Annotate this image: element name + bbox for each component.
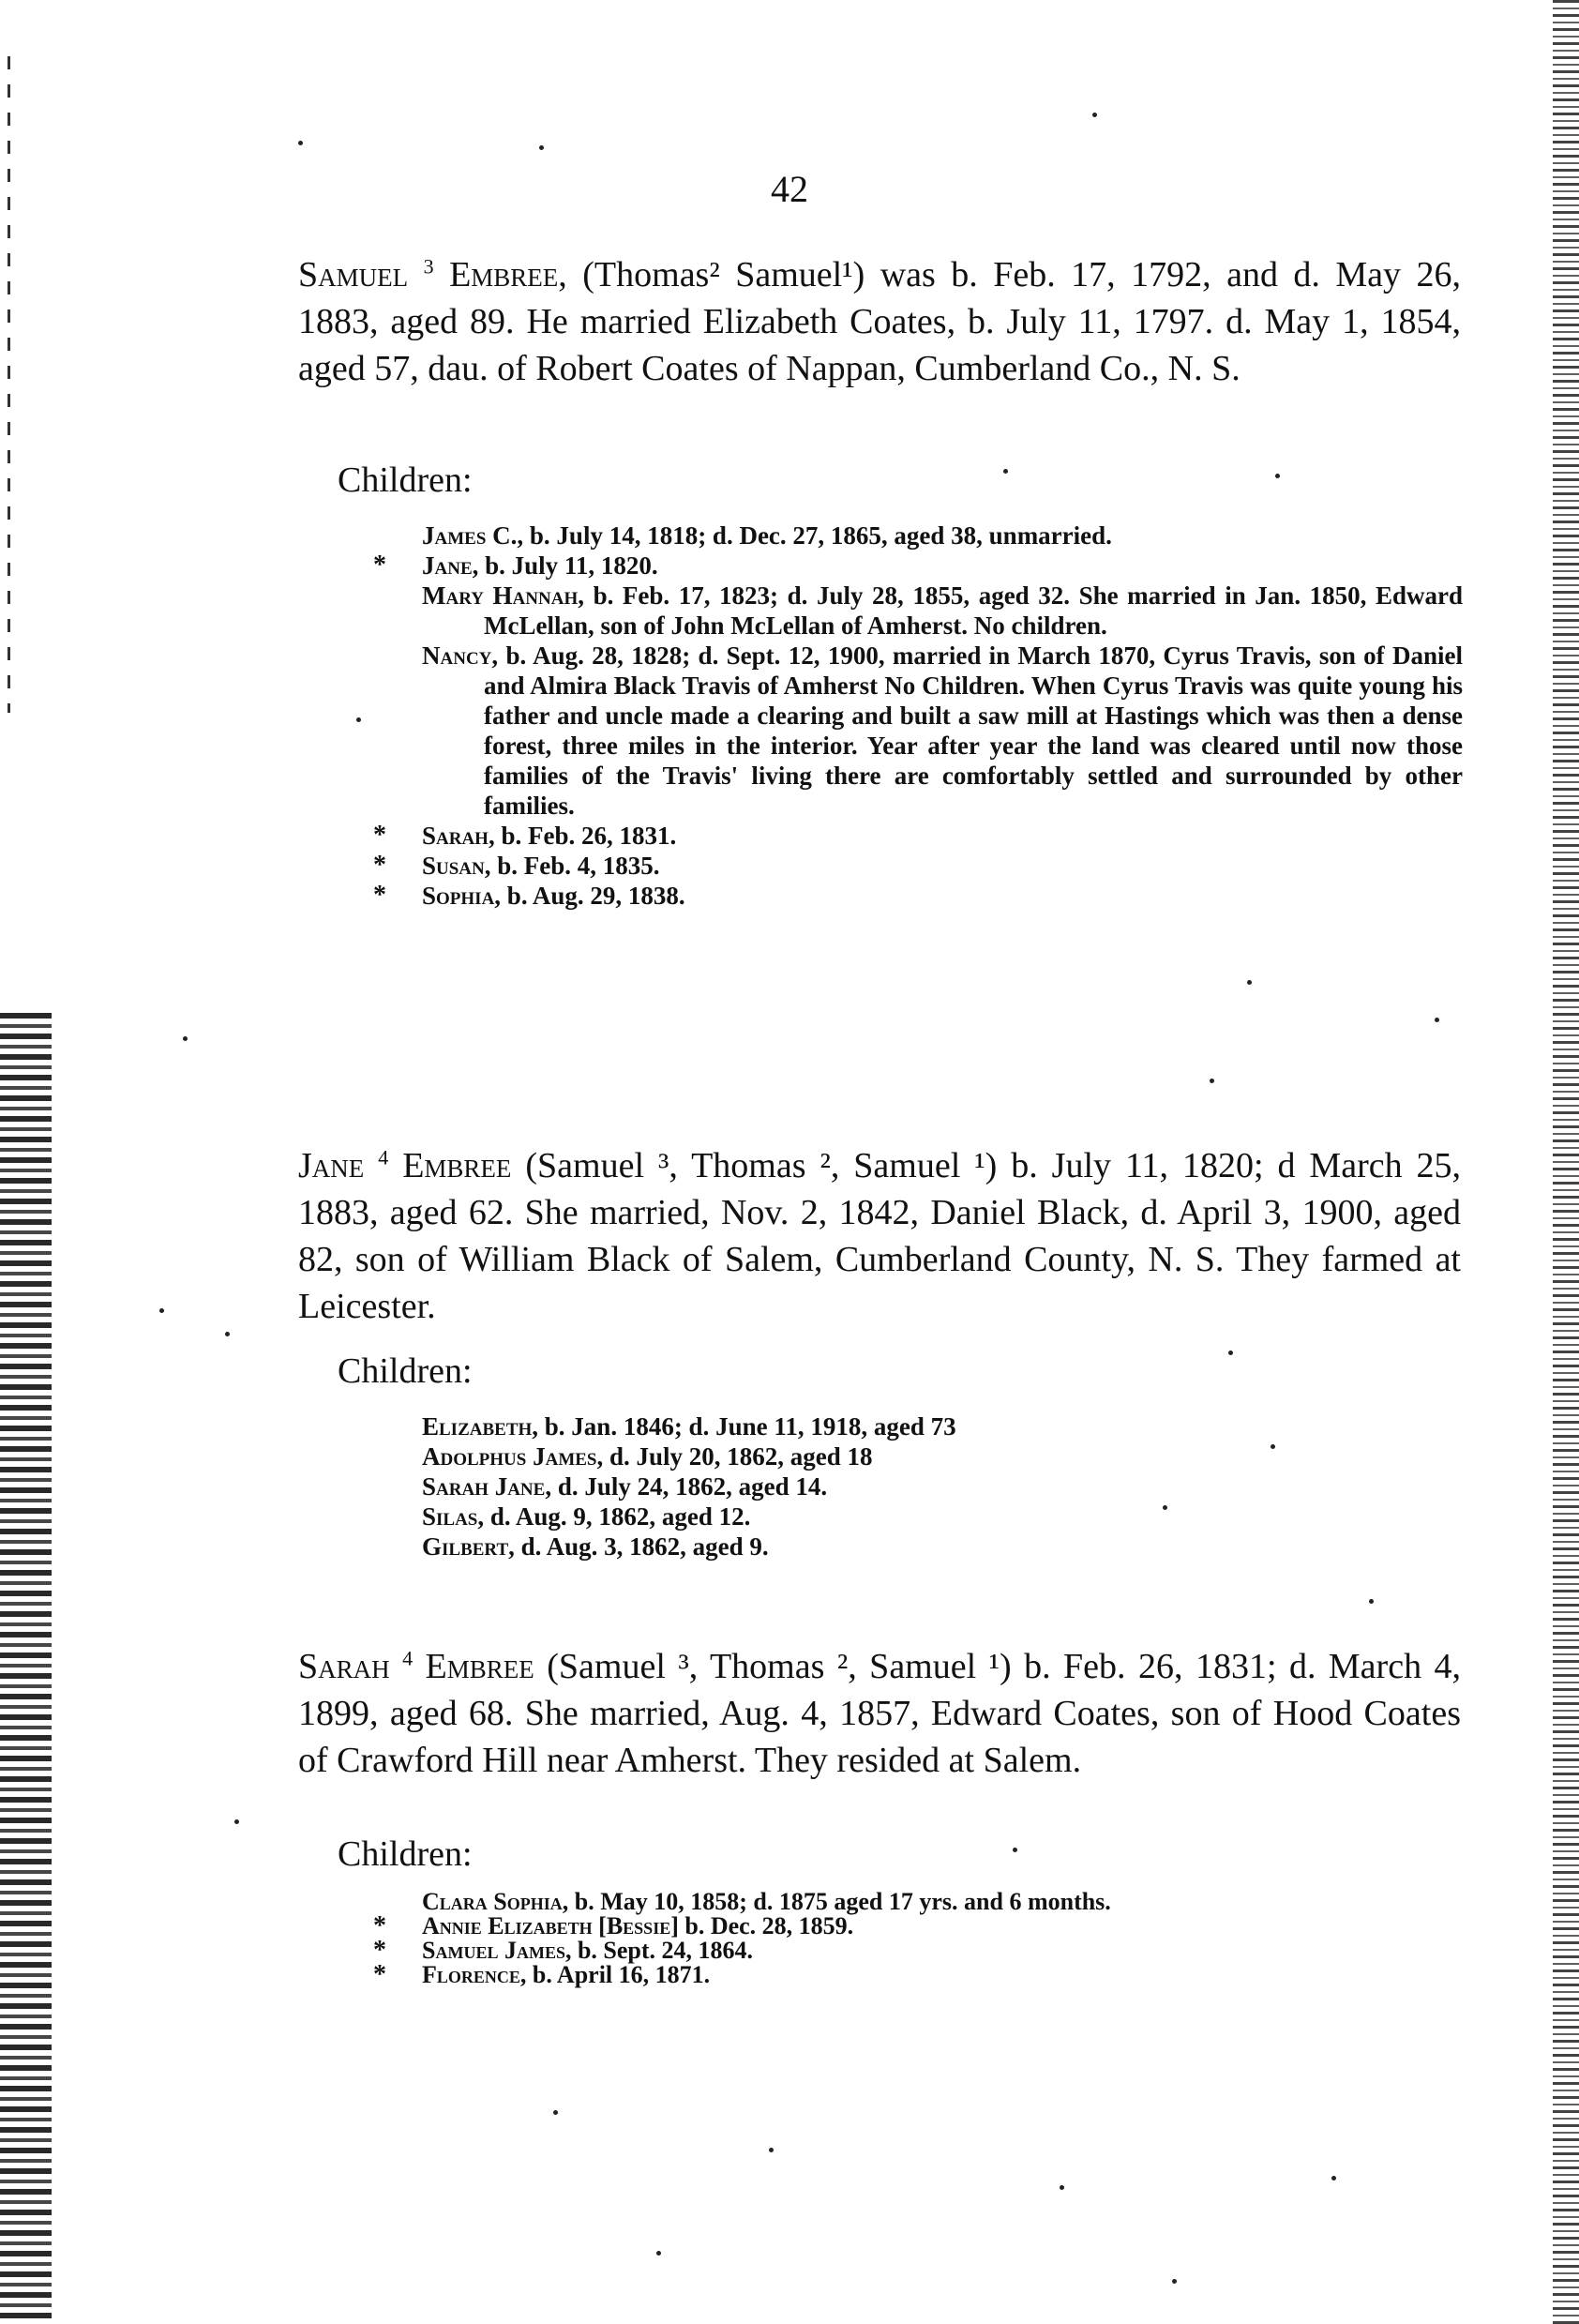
scan-speck	[656, 2251, 661, 2256]
scan-edge-left	[0, 1013, 52, 2324]
star-marker: *	[373, 881, 386, 910]
scan-edge-right	[1541, 0, 1579, 2324]
scan-speck	[1369, 1599, 1374, 1604]
child-details: b. Dec. 28, 1859.	[684, 1912, 854, 1939]
child-entry	[373, 881, 1463, 911]
star-marker: *	[373, 1936, 386, 1965]
children-heading: Children:	[338, 460, 473, 500]
star-marker: *	[373, 1960, 386, 1989]
child-entry	[422, 1532, 1463, 1562]
child-entry	[373, 1911, 1463, 1940]
scan-speck	[356, 717, 361, 722]
scan-speck	[1003, 469, 1008, 474]
child-details: b. Feb. 26, 1831.	[501, 822, 677, 850]
child-entry	[373, 1936, 1463, 1965]
child-entry	[373, 551, 1463, 581]
child-details: d. July 20, 1862, aged 18	[609, 1442, 873, 1471]
entry-text: (Samuel ³, Thomas ², Samuel ¹) b. Feb. 26, 1831; d. March 4, 1899, aged 68. She married, Aug. 4, 1857, Edward Coates, son of Hood Coates of Crawford Hill near Amherst. They resided at Salem.	[298, 1647, 1462, 1780]
child-entry	[373, 821, 1463, 851]
child-details: d. Aug. 3, 1862, aged 9.	[520, 1532, 769, 1561]
scan-speck	[1247, 980, 1252, 985]
entry-text: (Thomas² Samuel¹) was b. Feb. 17, 1792, and d. May 26, 1883, aged 89. He married Elizabeth Coates, b. July 11, 1797. d. May 1, 1854, aged 57, dau. of Robert Coates of Nappan, Cumberland Co., N. S.	[298, 255, 1462, 388]
scan-edge-left-top	[8, 56, 10, 713]
child-entry	[422, 1890, 1463, 1914]
child-entry	[422, 641, 1463, 821]
scan-speck	[183, 1036, 188, 1041]
child-entry	[422, 1502, 1463, 1532]
child-details: b. Feb. 4, 1835.	[497, 852, 660, 880]
scan-speck	[1435, 1018, 1439, 1022]
child-name: Adolphus James,	[422, 1442, 604, 1471]
child-name: Sarah,	[422, 822, 495, 850]
scan-speck	[1210, 1079, 1214, 1083]
scan-speck	[1331, 2176, 1336, 2181]
entry-text: (Samuel ³, Thomas ², Samuel ¹) b. July 11, 1820; d March 25, 1883, aged 62. She married, Nov. 2, 1842, Daniel Black, d. April 3, 1900, aged 82, son of William Black of Salem, Cumberland County, N. S. They farmed at Leicester.	[298, 1146, 1462, 1326]
scan-speck	[1228, 1351, 1233, 1355]
entry-name: Jane	[298, 1146, 365, 1185]
entry-surname: Embree	[425, 1647, 534, 1686]
scan-speck	[1060, 2185, 1064, 2190]
child-entry	[422, 1471, 1463, 1502]
child-details: b. July 11, 1820.	[485, 551, 658, 580]
entry-surname: Embree,	[449, 255, 567, 294]
generation-number: 4	[378, 1145, 389, 1170]
child-details: b. July 14, 1818; d. Dec. 27, 1865, aged 38, unmarried.	[529, 521, 1112, 550]
child-name: James C.,	[422, 521, 524, 550]
child-name: Annie Elizabeth [Bessie]	[422, 1912, 679, 1939]
entry-surname: Embree	[402, 1146, 512, 1185]
generation-number: 4	[402, 1646, 414, 1670]
child-details: b. Aug. 28, 1828; d. Sept. 12, 1900, married in March 1870, Cyrus Travis, son of Daniel and Almira Black Travis of Amherst No Children. When Cyrus Travis was quite young his father and uncle made a clearing and built a saw mill at Hastings which was then a dense forest, three miles in the interior. Year after year the land was cleared until now those families of the Travis' living there are comfortably settled and surrounded by other families.	[484, 641, 1463, 820]
scan-speck	[225, 1332, 230, 1336]
child-entry	[373, 851, 1463, 881]
child-entry	[422, 521, 1463, 551]
scan-speck	[1092, 113, 1097, 117]
child-entry	[422, 581, 1463, 641]
generation-number: 3	[423, 254, 434, 279]
star-marker: *	[373, 1911, 386, 1940]
child-entry	[373, 1960, 1463, 1989]
child-details: b. Aug. 29, 1838.	[506, 882, 685, 910]
scan-speck	[159, 1308, 164, 1313]
scan-speck	[1275, 474, 1280, 478]
child-details: b. Sept. 24, 1864.	[577, 1937, 754, 1964]
entry-name: Sarah	[298, 1647, 390, 1686]
scan-speck	[553, 2110, 558, 2115]
scan-speck	[539, 145, 544, 150]
child-name: Gilbert,	[422, 1532, 515, 1561]
star-marker: *	[373, 821, 386, 850]
entry-name: Samuel	[298, 255, 409, 294]
child-name: Elizabeth,	[422, 1412, 539, 1441]
child-details: d. July 24, 1862, aged 14.	[557, 1472, 828, 1501]
child-entry	[422, 1441, 1463, 1471]
star-marker: *	[373, 551, 386, 580]
scan-speck	[1172, 2279, 1177, 2284]
child-name: Sarah Jane,	[422, 1472, 552, 1501]
child-name: Mary Hannah,	[422, 581, 584, 610]
child-details: b. Jan. 1846; d. June 11, 1918, aged 73	[544, 1412, 956, 1441]
children-heading: Children:	[338, 1351, 473, 1391]
child-name: Samuel James,	[422, 1937, 572, 1964]
children-list	[422, 1411, 1463, 1562]
children-list	[373, 521, 1463, 911]
child-details: d. Aug. 9, 1862, aged 12.	[489, 1502, 751, 1531]
child-name: Susan,	[422, 852, 491, 880]
child-name: Florence,	[422, 1961, 527, 1988]
child-entry	[422, 1411, 1463, 1441]
entry-sarah-embree	[298, 1643, 1461, 1784]
page-number: 42	[771, 168, 808, 210]
child-name: Sophia,	[422, 882, 502, 910]
child-details: b. Feb. 17, 1823; d. July 28, 1855, aged 32. She married in Jan. 1850, Edward McLellan, son of John McLellan of Amherst. No children.	[484, 581, 1463, 640]
child-name: Silas,	[422, 1502, 485, 1531]
scan-speck	[769, 2148, 774, 2152]
child-name: Clara Sophia,	[422, 1888, 569, 1915]
scan-speck	[1013, 1848, 1017, 1852]
child-name: Nancy,	[422, 641, 499, 670]
entry-jane-embree	[298, 1142, 1461, 1330]
scan-speck	[298, 141, 303, 145]
child-details: b. April 16, 1871.	[532, 1961, 711, 1988]
children-heading: Children:	[338, 1834, 473, 1874]
child-details: b. May 10, 1858; d. 1875 aged 17 yrs. and 6 months.	[574, 1888, 1111, 1915]
star-marker: *	[373, 851, 386, 880]
child-name: Jane,	[422, 551, 479, 580]
entry-samuel-embree	[298, 251, 1461, 392]
children-list	[373, 1888, 1463, 1989]
scan-speck	[234, 1819, 239, 1824]
